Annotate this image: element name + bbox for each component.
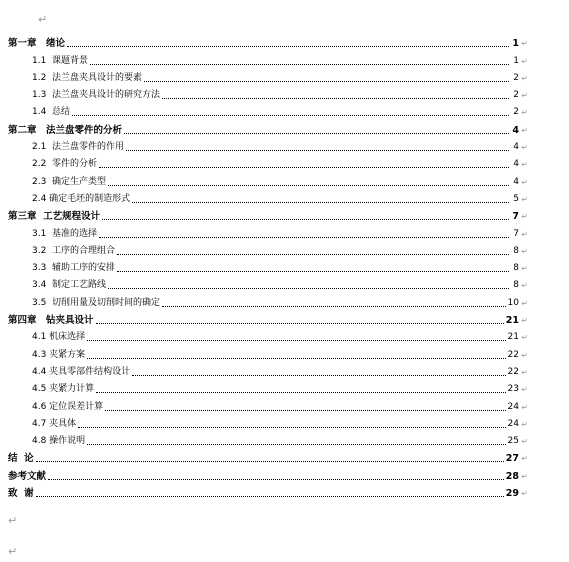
- toc-entry[interactable]: [8, 380, 528, 397]
- toc-entry-title: 4.8 操作说明: [32, 436, 86, 447]
- toc-entry-title: 第二章 法兰盘零件的分析: [8, 124, 123, 136]
- toc-entry[interactable]: [8, 69, 528, 86]
- toc-entry-title: 4.3 夹紧方案: [32, 349, 86, 360]
- toc-entry-page-number: 29: [505, 488, 519, 500]
- dot-leader: [36, 496, 504, 497]
- toc-entry-title: 第三章 工艺规程设计: [8, 211, 101, 223]
- paragraph-mark-icon: ↵: [521, 246, 528, 256]
- paragraph-mark-icon: ↵: [521, 316, 528, 326]
- toc-entry-title: 1.1 课题背景: [32, 55, 89, 66]
- toc-entry[interactable]: [8, 103, 528, 120]
- toc-entry-page-number: 21: [507, 332, 519, 343]
- dot-leader: [87, 358, 505, 359]
- toc-entry-page-number: 24: [507, 418, 519, 429]
- toc-entry-page-number: 8: [513, 280, 519, 291]
- toc-entry-page-number: 7: [512, 211, 519, 223]
- toc-entry[interactable]: [8, 466, 528, 483]
- toc-entry[interactable]: [8, 484, 528, 501]
- dot-leader: [117, 271, 509, 272]
- dot-leader: [144, 81, 509, 82]
- toc-entry-page-number: 27: [505, 453, 519, 465]
- toc-entry[interactable]: [8, 190, 528, 207]
- paragraph-mark-icon: ↵: [521, 125, 528, 135]
- toc-entry-title: 2.4 确定毛坯的制造形式: [32, 193, 131, 204]
- toc-entry[interactable]: [8, 224, 528, 241]
- toc-entry[interactable]: [8, 242, 528, 259]
- toc-entry-title: 参考文献: [8, 470, 47, 482]
- dot-leader: [108, 185, 509, 186]
- toc-entry-title: 结 论: [8, 453, 34, 465]
- toc-entry-page-number: 21: [505, 315, 519, 327]
- toc-entry-page-number: 2: [513, 90, 519, 101]
- dot-leader: [96, 323, 504, 324]
- dot-leader: [117, 254, 509, 255]
- toc-entry-title: 2.1 法兰盘零件的作用: [32, 142, 125, 153]
- dot-leader: [132, 375, 505, 376]
- paragraph-mark-icon: ↵: [521, 177, 528, 187]
- paragraph-mark-icon: ↵: [521, 212, 528, 222]
- toc-entry[interactable]: [8, 415, 528, 432]
- paragraph-mark-icon: ↵: [521, 39, 528, 49]
- paragraph-mark-icon: ↵: [521, 73, 528, 83]
- toc-entry-page-number: 10: [507, 297, 519, 308]
- toc-entry-title: 1.3 法兰盘夹具设计的研究方法: [32, 90, 161, 101]
- toc-entry[interactable]: [8, 432, 528, 449]
- toc-entry-title: 1.4 总结: [32, 107, 71, 118]
- dot-leader: [108, 288, 509, 289]
- toc-entry[interactable]: [8, 328, 528, 345]
- toc-entry-title: 3.2 工序的合理组合: [32, 245, 116, 256]
- toc-entry-title: 4.4 夹具零部件结构设计: [32, 366, 131, 377]
- dot-leader: [72, 115, 509, 116]
- toc-entry[interactable]: [8, 449, 528, 466]
- toc-entry-page-number: 25: [507, 436, 519, 447]
- toc-entry-page-number: 24: [507, 401, 519, 412]
- toc-entry[interactable]: [8, 155, 528, 172]
- toc-entry-title: 第四章 钻夹具设计: [8, 315, 94, 327]
- dot-leader: [124, 133, 509, 134]
- toc-entry-page-number: 28: [505, 470, 519, 482]
- paragraph-mark-icon: ↵: [521, 281, 528, 291]
- toc-entry-title: 1.2 法兰盘夹具设计的要素: [32, 72, 143, 83]
- paragraph-mark-icon: ↵: [521, 143, 528, 153]
- dot-leader: [102, 219, 509, 220]
- toc-entry[interactable]: [8, 86, 528, 103]
- paragraph-mark-icon: ↵: [521, 229, 528, 239]
- dot-leader: [99, 167, 509, 168]
- toc-entry-page-number: 7: [513, 228, 519, 239]
- toc-entry[interactable]: [8, 51, 528, 68]
- paragraph-mark-icon: ↵: [8, 545, 18, 558]
- dot-leader: [126, 150, 509, 151]
- toc-entry-page-number: 4: [512, 124, 519, 136]
- paragraph-mark-icon: ↵: [521, 489, 528, 499]
- toc-entry-page-number: 2: [513, 107, 519, 118]
- toc-entry-page-number: 22: [507, 349, 519, 360]
- toc-entry-title: 第一章 绪论: [8, 38, 66, 50]
- paragraph-mark-icon: ↵: [521, 385, 528, 395]
- paragraph-mark-icon: ↵: [521, 471, 528, 481]
- toc-entry[interactable]: [8, 138, 528, 155]
- toc-entry-title: 4.6 定位误差计算: [32, 401, 104, 412]
- toc-entry-page-number: 5: [513, 193, 519, 204]
- toc-entry[interactable]: [8, 120, 528, 137]
- dot-leader: [162, 98, 509, 99]
- dot-leader: [90, 64, 509, 65]
- toc-entry-title: 3.1 基准的选择: [32, 228, 98, 239]
- toc-entry-page-number: 2: [513, 72, 519, 83]
- toc-entry[interactable]: [8, 34, 528, 51]
- toc-entry-title: 2.2 零件的分析: [32, 159, 98, 170]
- toc-entry[interactable]: [8, 276, 528, 293]
- toc-entry[interactable]: [8, 345, 528, 362]
- toc-entry-title: 3.3 辅助工序的安排: [32, 263, 116, 274]
- dot-leader: [78, 427, 505, 428]
- dot-leader: [162, 306, 506, 307]
- toc-entry-page-number: 4: [513, 159, 519, 170]
- paragraph-mark-icon: ↵: [521, 264, 528, 274]
- paragraph-mark-icon: ↵: [521, 298, 528, 308]
- paragraph-mark-icon: ↵: [521, 402, 528, 412]
- toc-entry[interactable]: [8, 207, 528, 224]
- dot-leader: [48, 479, 504, 480]
- toc-entry-title: 4.7 夹具体: [32, 418, 77, 429]
- toc-entry-title: 4.5 夹紧力计算: [32, 384, 95, 395]
- paragraph-mark-icon: ↵: [521, 437, 528, 447]
- dot-leader: [105, 410, 505, 411]
- dot-leader: [87, 340, 505, 341]
- dot-leader: [99, 237, 509, 238]
- paragraph-mark-icon: ↵: [521, 108, 528, 118]
- toc-entry-page-number: 8: [513, 245, 519, 256]
- toc-entry-title: 4.1 机床选择: [32, 332, 86, 343]
- toc-entry-title: 3.5 切削用量及切削时间的确定: [32, 297, 161, 308]
- dot-leader: [96, 392, 505, 393]
- paragraph-mark-icon: ↵: [521, 419, 528, 429]
- paragraph-mark-icon: ↵: [521, 333, 528, 343]
- paragraph-mark-icon: ↵: [521, 350, 528, 360]
- toc-entry-page-number: 1: [512, 38, 519, 50]
- toc-entry-title: 2.3 确定生产类型: [32, 176, 107, 187]
- paragraph-mark-icon: ↵: [38, 13, 48, 26]
- toc-entry[interactable]: [8, 311, 528, 328]
- paragraph-mark-icon: ↵: [521, 56, 528, 66]
- toc-entry-page-number: 22: [507, 366, 519, 377]
- paragraph-mark-icon: ↵: [521, 160, 528, 170]
- table-of-contents: [8, 34, 528, 501]
- paragraph-mark-icon: ↵: [521, 367, 528, 377]
- dot-leader: [87, 444, 505, 445]
- dot-leader: [36, 461, 504, 462]
- toc-entry-page-number: 4: [513, 176, 519, 187]
- dot-leader: [67, 46, 509, 47]
- dot-leader: [132, 202, 509, 203]
- toc-entry[interactable]: [8, 293, 528, 310]
- toc-entry-title: 3.4 制定工艺路线: [32, 280, 107, 291]
- toc-entry[interactable]: [8, 172, 528, 189]
- paragraph-mark-icon: ↵: [8, 514, 18, 527]
- toc-entry[interactable]: [8, 397, 528, 414]
- toc-entry-page-number: 23: [507, 384, 519, 395]
- toc-entry-page-number: 4: [513, 142, 519, 153]
- toc-entry-page-number: 8: [513, 263, 519, 274]
- paragraph-mark-icon: ↵: [521, 194, 528, 204]
- paragraph-mark-icon: ↵: [521, 91, 528, 101]
- toc-entry[interactable]: [8, 363, 528, 380]
- toc-entry[interactable]: [8, 259, 528, 276]
- toc-entry-title: 致 谢: [8, 488, 34, 500]
- toc-entry-page-number: 1: [513, 55, 519, 66]
- paragraph-mark-icon: ↵: [521, 454, 528, 464]
